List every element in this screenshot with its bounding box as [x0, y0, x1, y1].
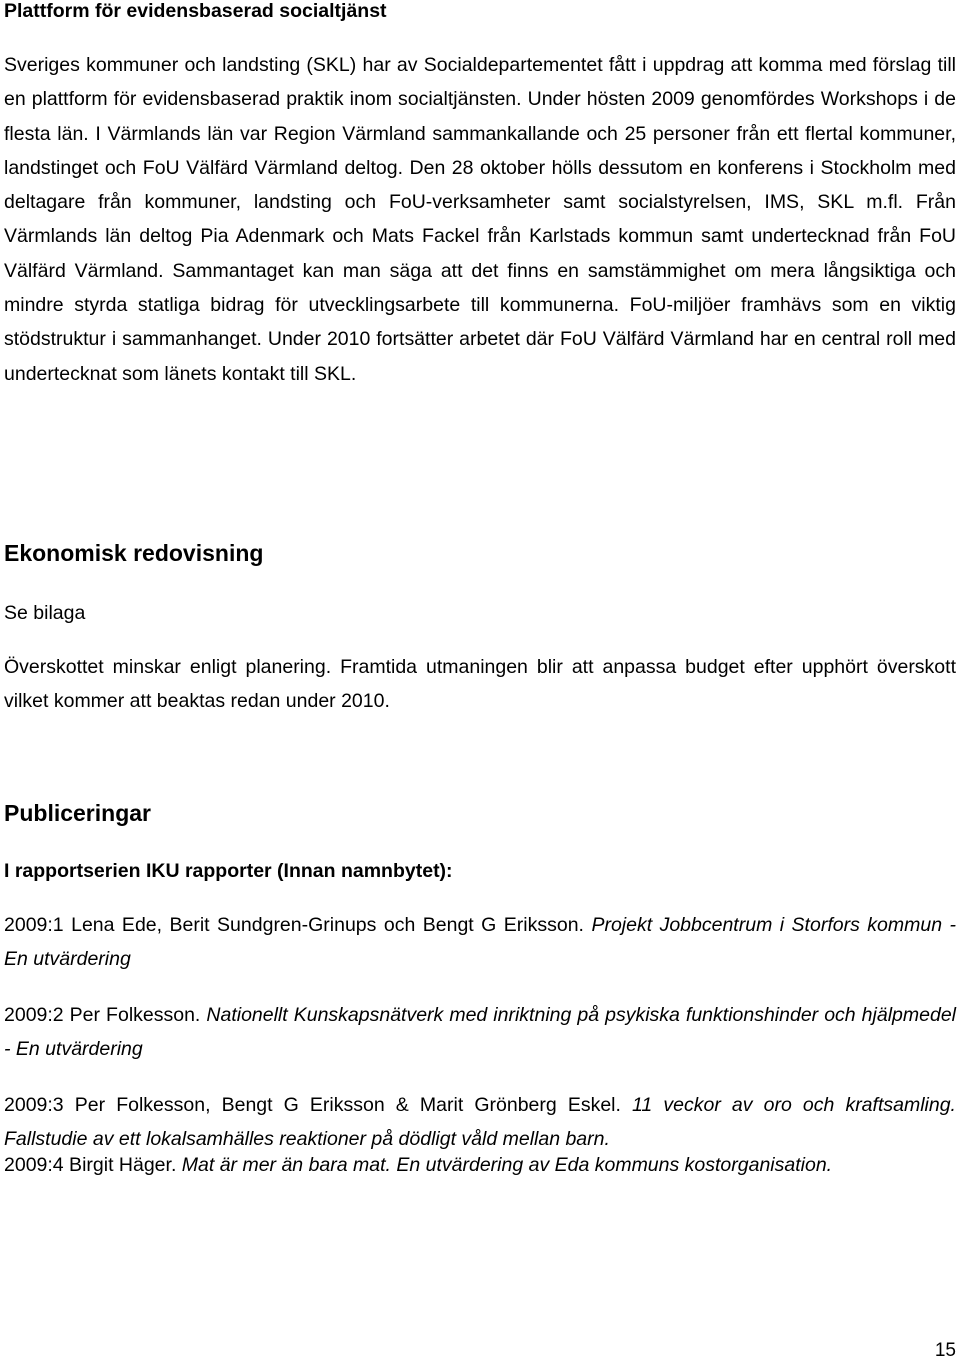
section-title-plattform: Plattform för evidensbaserad socialtjänst	[4, 0, 387, 22]
publication-prefix: 2009:1 Lena Ede, Berit Sundgren-Grinups och Bengt G Eriksson.	[4, 914, 592, 936]
publication-item	[4, 1088, 956, 1157]
page-number: 15	[934, 1340, 956, 1361]
publication-title: 11 veckor av oro och kraftsamling. Fallstudie av ett lokalsamhälles reaktioner på dödligt våld mellan barn.	[4, 1094, 956, 1151]
publication-item	[4, 908, 956, 977]
publication-title: Projekt Jobbcentrum i Storfors kommun - En utvärdering	[4, 914, 956, 971]
paragraph-plattform: Sveriges kommuner och landsting (SKL) har av Socialdepartementet fått i uppdrag att komma med förslag till en plattform för evidensbaserad praktik inom socialtjänsten. Under hösten 2009 genomfördes Workshops i de flesta län. I Värmlands län var Region Värmland sammankallande och 25 personer från ett flertal kommuner, landstinget och FoU Välfärd Värmland deltog. Den 28 oktober hölls dessutom en konferens i Stockholm med deltagare från kommuner, landsting och FoU-verksamheter samt socialstyrelsen, IMS, SKL m.fl. Från Värmlands län deltog Pia Adenmark och Mats Fackel från Karlstads kommun samt undertecknad från FoU Välfärd Värmland. Sammantaget kan man säga att det finns en samstämmighet om mera långsiktiga och mindre styrda statliga bidrag för utvecklingsarbete till kommunerna. FoU-miljöer framhävs som en viktig stödstruktur i sammanhanget. Under 2010 fortsätter arbetet där FoU Välfärd Värmland har en central roll med undertecknat som länets kontakt till SKL.	[4, 54, 956, 385]
series-heading: I rapportserien IKU rapporter (Innan namnbytet):	[4, 860, 453, 882]
publication-title: Mat är mer än bara mat. En utvärdering av Eda kommuns kostorganisation.	[181, 1154, 833, 1176]
paragraph-ekonomi: Överskottet minskar enligt planering. Framtida utmaningen blir att anpassa budget efter upphört överskott vilket kommer att beaktas redan under 2010.	[4, 656, 956, 713]
section-title-publiceringar: Publiceringar	[4, 800, 151, 826]
publication-prefix: 2009:4 Birgit Häger.	[4, 1154, 182, 1176]
publication-prefix: 2009:2 Per Folkesson.	[4, 1004, 207, 1026]
publication-title: Nationellt Kunskapsnätverk med inriktning på psykiska funktionshinder och hjälpmedel - En utvärdering	[4, 1004, 956, 1061]
see-attachment-text: Se bilaga	[4, 602, 86, 624]
publication-item	[4, 998, 956, 1067]
section-title-ekonomi: Ekonomisk redovisning	[4, 540, 264, 566]
publication-item	[4, 1148, 956, 1182]
publication-prefix: 2009:3 Per Folkesson, Bengt G Eriksson & Marit Grönberg Eskel.	[4, 1094, 633, 1116]
